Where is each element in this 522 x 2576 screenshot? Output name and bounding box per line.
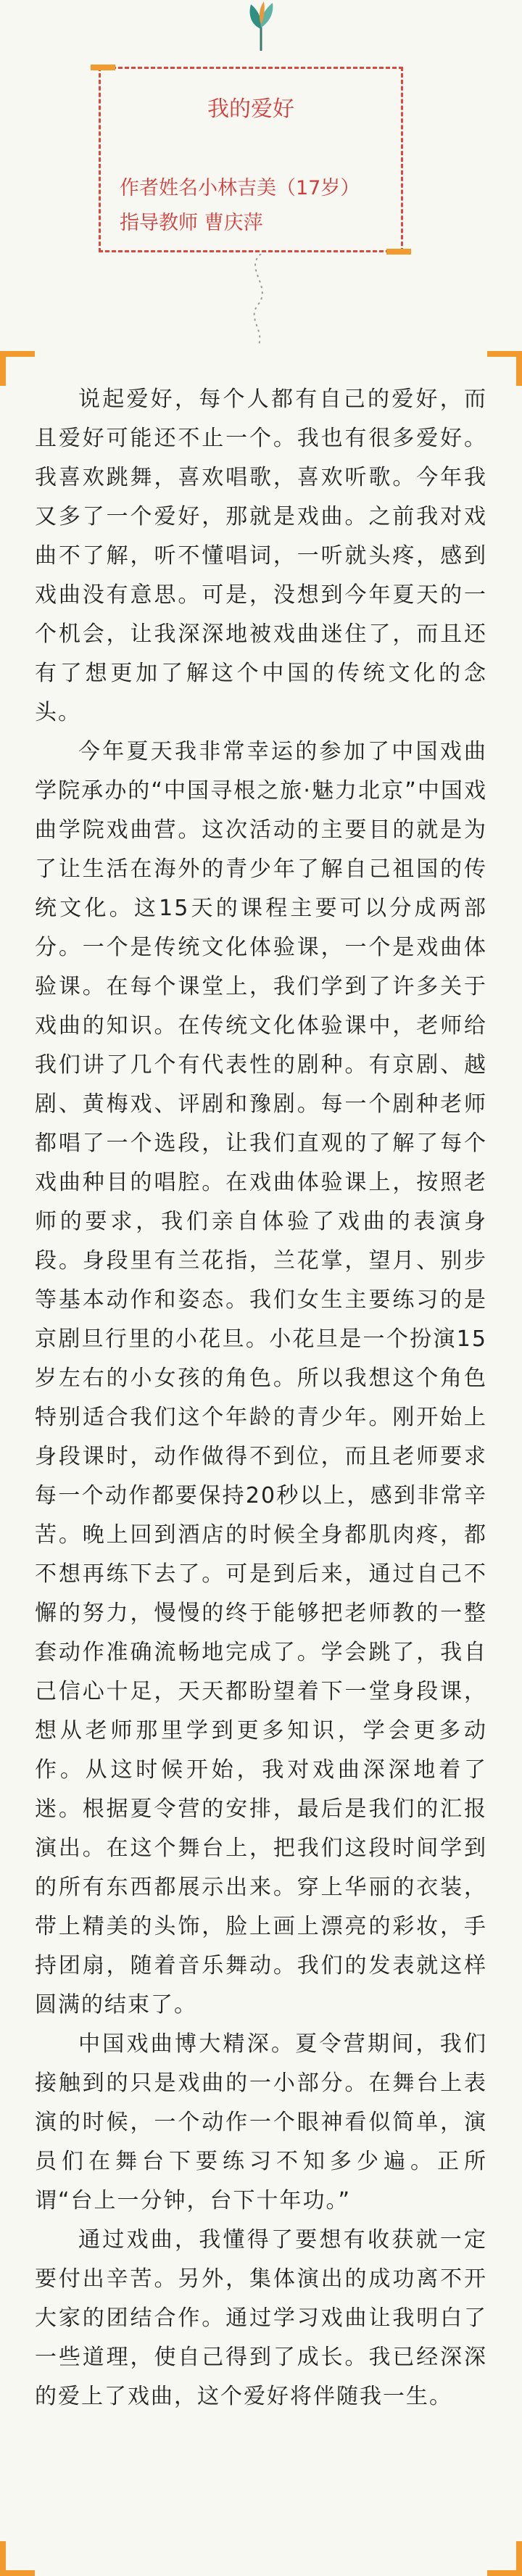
title-card [99, 67, 403, 252]
frame-corner-bottom-right [487, 2541, 522, 2576]
dotted-curve-icon [229, 254, 287, 348]
leaf-sprout-icon [244, 0, 278, 52]
frame-corner-top-right [487, 351, 522, 386]
article-body [35, 380, 487, 2416]
paragraph: 通过戏曲，我懂得了要想有收获就一定要付出辛苦。另外，集体演出的成功离不开大家的团结合作。通过学习戏曲让我明白了一些道理，使自己得到了成长。我已经深深的爱上了戏曲，这个爱好将伴随我一生。 [35, 2227, 487, 2409]
paragraph: 中国戏曲博大精深。夏令营期间，我们接触到的只是戏曲的一小部分。在舞台上表演的时候，一个动作一个眼神看似简单，演员们在舞台下要练习不知多少遍。正所谓“台上一分钟，台下十年功。” [35, 2031, 487, 2213]
corner-accent [386, 249, 411, 255]
corner-accent [91, 65, 115, 70]
frame-corner-bottom-left [0, 2541, 35, 2576]
teacher-line: 指导教师 曹庆萍 [120, 212, 263, 234]
paragraph: 说起爱好，每个人都有自己的爱好，而且爱好可能还不止一个。我也有很多爱好。我喜欢跳舞，喜欢唱歌，喜欢听歌。今年我又多了一个爱好，那就是戏曲。之前我对戏曲不了解，听不懂唱词，一听就头疼，感到戏曲没有意思。可是，没想到今年夏天的一个机会，让我深深地被戏曲迷住了，而且还有了想更加了解这个中国的传统文化的念头。 [35, 387, 487, 725]
page-title: 我的爱好 [207, 96, 294, 122]
author-line: 作者姓名小林吉美（17岁） [120, 177, 360, 199]
frame-corner-top-left [0, 351, 35, 386]
paragraph: 今年夏天我非常幸运的参加了中国戏曲学院承办的“中国寻根之旅·魅力北京”中国戏曲学院戏曲营。这次活动的主要目的就是为了让生活在海外的青少年了解自己祖国的传统文化。这15天的课程主要可以分成两部分。一个是传统文化体验课，一个是戏曲体验课。在每个课堂上，我们学到了许多关于戏曲的知识。在传统文化体验课中，老师给我们讲了几个有代表性的剧种。有京剧、越剧、黄梅戏、评剧和豫剧。每一个剧种老师都唱了一个选段，让我们直观的了解了每个戏曲种目的唱腔。在戏曲体验课上，按照老师的要求，我们亲自体验了戏曲的表演身段。身段里有兰花指，兰花掌，望月、别步等基本动作和姿态。我们女生主要练习的是京剧旦行里的小花旦。小花旦是一个扮演15岁左右的小女孩的角色。所以我想这个角色特别适合我们这个年龄的青少年。刚开始上身段课时，动作做得不到位，而且老师要求每一个动作都要保持20秒以上，感到非常辛苦。晚上回到酒店的时候全身都肌肉疼，都不想再练下去了。可是到后来，通过自己不懈的努力，慢慢的终于能够把老师教的一整套动作准确流畅地完成了。学会跳了，我自己信心十足，天天都盼望着下一堂身段课，想从老师那里学到更多知识，学会更多动作。从这时候开始，我对戏曲深深地着了迷。根据夏令营的安排，最后是我们的汇报演出。在这个舞台上，把我们这段时间学到的所有东西都展示出来。穿上华丽的衣装，带上精美的头饰，脸上画上漂亮的彩妆，手持团扇，随着音乐舞动。我们的发表就这样圆满的结束了。 [35, 739, 487, 2018]
